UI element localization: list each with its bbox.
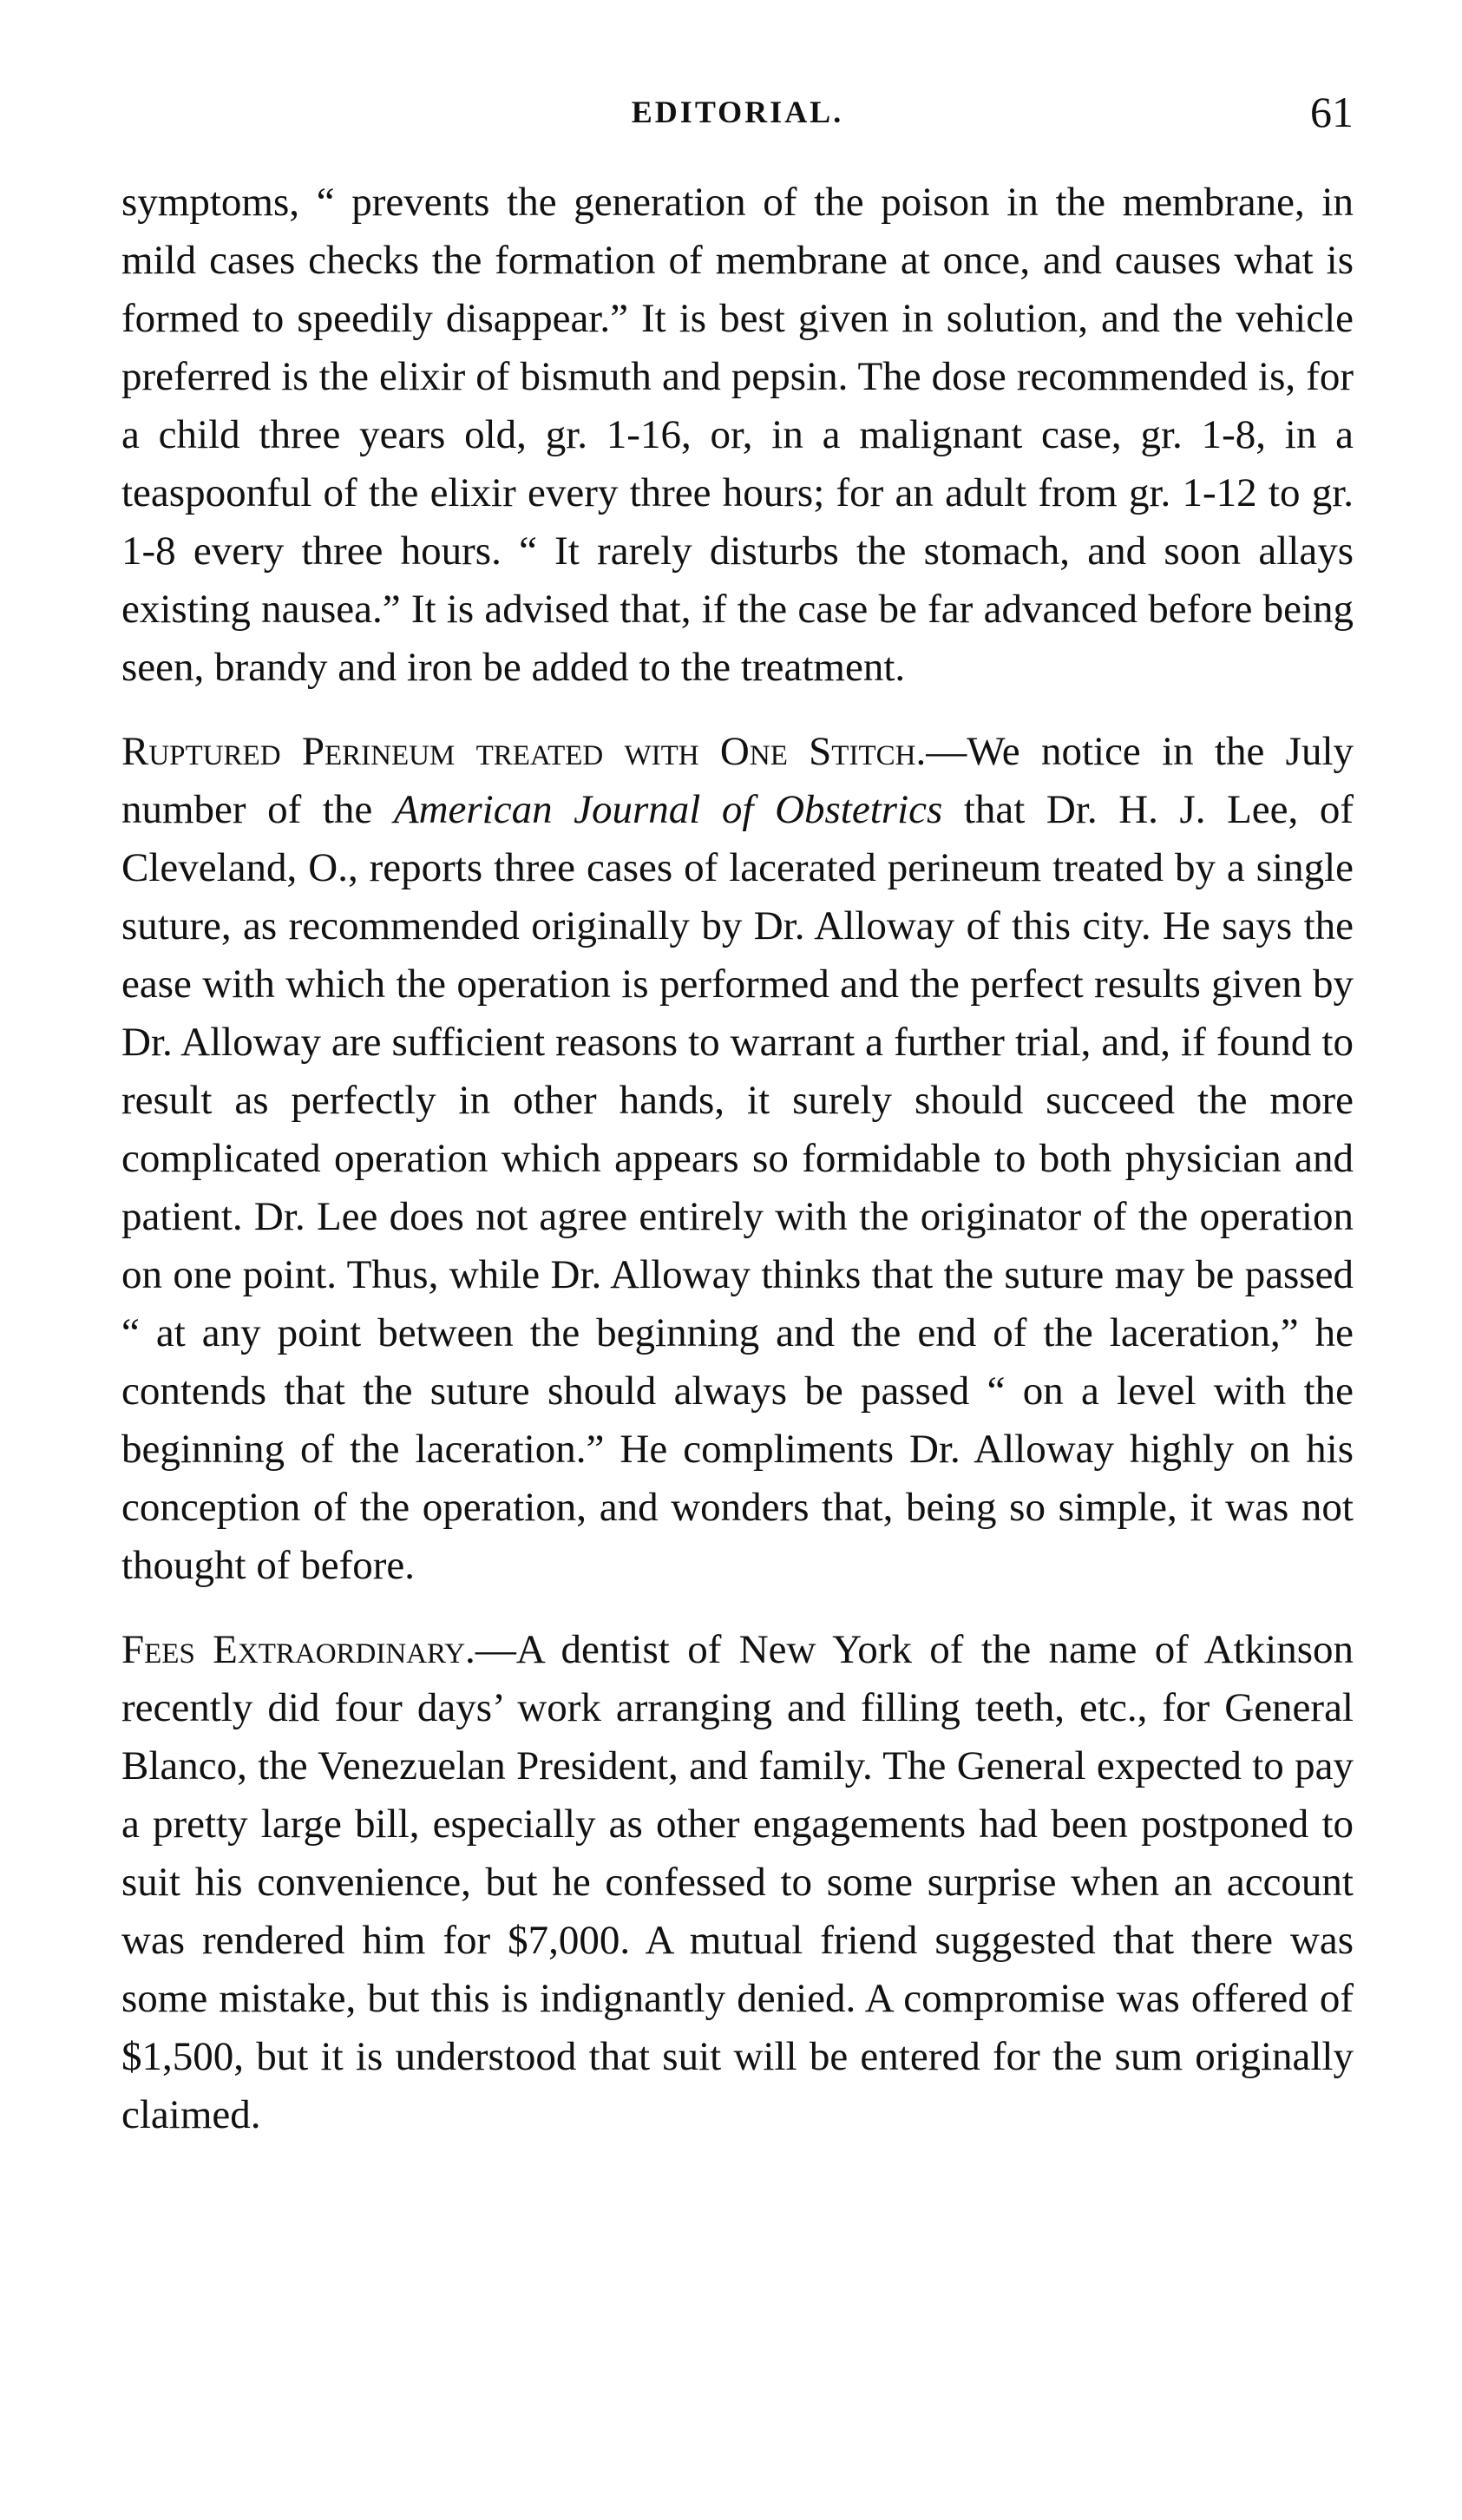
running-head xyxy=(121,87,1354,156)
paragraph-fees-extraordinary xyxy=(121,1621,1354,2144)
journal-title: American Journal of Obstetrics xyxy=(393,787,943,832)
paragraph-ruptured-perineum xyxy=(121,723,1354,1595)
paragraph-text: —A dentist of New York of the name of Atkinson recently did four days’ work arranging and filling teeth, etc., for General Blanco, the Venezuelan President, and family. The General expected to pay a pretty large bill, especially as other engagements had been postponed to suit his convenience, but he confessed to some surprise when an account was rendered him for $7,000. A mutual friend suggested that there was some mistake, but this is indignantly denied. A compromise was offered of $1,500, but it is understood that suit will be entered for the sum originally claimed. xyxy=(121,1627,1354,2137)
running-title: EDITORIAL. xyxy=(631,95,844,129)
section-heading-ruptured-perineum: Ruptured Perineum treated with One Stitch. xyxy=(121,729,927,774)
paragraph-diphtheria-treatment xyxy=(121,174,1354,697)
page-number: 61 xyxy=(1310,88,1354,136)
paragraph-text: symptoms, “ prevents the generation of the poison in the membrane, in mild cases checks the formation of membrane at once, and causes what is formed to speedily disappear.” It is best given in solution, and the vehicle preferred is the elixir of bismuth and pepsin. The dose recommended is, for a child three years old, gr. 1-16, or, in a malignant case, gr. 1-8, in a teaspoonful of the elixir every three hours; for an adult from gr. 1-12 to gr. 1-8 every three hours. “ It rarely disturbs the stomach, and soon allays existing nausea.” It is advised that, if the case be far advanced before being seen, brandy and iron be added to the treatment. xyxy=(121,180,1354,690)
paragraph-text-lead: —We notice in the July number of the xyxy=(121,729,1354,832)
paragraph-text-rest: that Dr. H. J. Lee, of Cleveland, O., reports three cases of lacerated perineum treated by a single suture, as recommended originally by Dr. Alloway of this city. He says the ease with which the operation is performed and the perfect results given by Dr. Alloway are sufficient reasons to warrant a further trial, and, if found to result as perfectly in other hands, it surely should succeed the more complicated operation which appears so formidable to both physician and patient. Dr. Lee does not agree entirely with the originator of the operation on one point. Thus, while Dr. Alloway thinks that the suture may be passed “ at any point between the beginning and the end of the laceration,” he contends that the suture should always be passed “ on a level with the beginning of the laceration.” He compliments Dr. Alloway highly on his conception of the operation, and wonders that, being so simple, it was not thought of before. xyxy=(121,787,1354,1588)
book-page xyxy=(121,87,1354,2170)
body-text xyxy=(121,174,1354,2144)
section-heading-fees-extraordinary: Fees Extraordinary. xyxy=(121,1627,475,1672)
